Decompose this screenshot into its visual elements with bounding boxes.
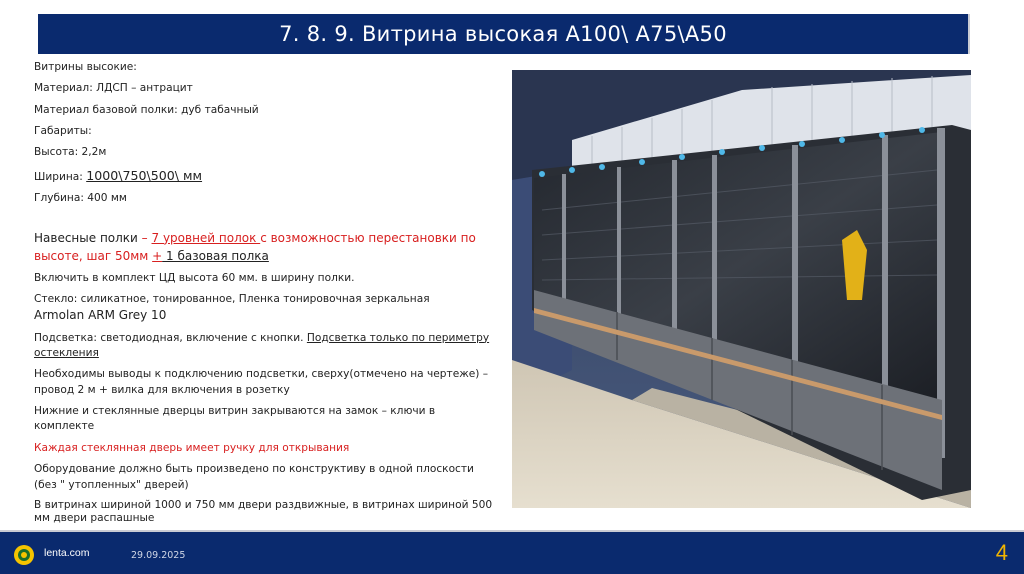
spec-heading: Витрины высокие:	[34, 61, 137, 73]
glass-line-2: Armolan ARM Grey 10	[34, 308, 167, 323]
shelves-mid: с возможностью перестановки по высоте, шаг 50мм	[34, 230, 476, 263]
lenta-sunflower-logo-icon	[13, 544, 35, 566]
width-value: 1000\750\500\ мм	[86, 167, 203, 183]
spec-lighting-kit: Включить в комплект ЦД высота 60 мм. в ширину полки.	[34, 271, 355, 284]
lighting-part-1: Подсветка: светодиодная, включение с кнопки.	[34, 331, 307, 344]
shelves-base: 1 базовая полка	[162, 248, 269, 263]
shelves-plus: +	[152, 248, 163, 263]
shelves-dash: –	[137, 230, 152, 245]
footer-site: lenta.com	[44, 547, 90, 559]
footer	[0, 530, 1024, 574]
lighting-part-2: Подсветка только по периметру остекления	[34, 331, 490, 359]
shelves-levels: 7 уровней полок	[151, 230, 261, 245]
spec-doors: В витринах шириной 1000 и 750 мм двери раздвижные, в витринах шириной 500 мм двери распашные	[34, 498, 493, 524]
spec-lighting	[34, 331, 494, 362]
spec-depth: Глубина: 400 мм	[34, 192, 127, 205]
showcase-photo-illustration	[512, 70, 971, 508]
spec-dims-label: Габариты:	[34, 125, 92, 138]
spec-width	[34, 167, 494, 185]
width-label: Ширина:	[34, 170, 87, 183]
spec-locks: Нижние и стеклянные дверцы витрин закрываются на замок – ключи в комплекте	[34, 405, 436, 433]
showcase-photo	[512, 70, 971, 508]
page-title: 7. 8. 9. Витрина высокая А100\ А75\А50	[279, 22, 727, 46]
spec-handle: Каждая стеклянная дверь имеет ручку для открывания	[34, 441, 350, 454]
title-bar	[38, 14, 970, 54]
spec-equipment: Оборудование должно быть произведено по конструктиву в одной плоскости (без " утопленных" дверей)	[34, 463, 474, 491]
spec-shelf-material: Материал базовой полки: дуб табачный	[34, 103, 259, 116]
spec-glass	[34, 292, 494, 325]
footer-date: 29.09.2025	[131, 550, 186, 561]
glass-line-1: Стекло: силикатное, тонированное, Пленка тонировочная зеркальная	[34, 292, 430, 305]
page-number: 4	[995, 540, 1008, 565]
shelves-prefix: Навесные полки	[34, 230, 138, 245]
spec-height: Высота: 2,2м	[34, 146, 107, 159]
spec-material: Материал: ЛДСП – антрацит	[34, 82, 193, 95]
spec-text	[34, 60, 494, 530]
spec-outputs: Необходимы выводы к подключению подсветки, сверху(отмечено на чертеже) – провод 2 м + вилка для включения в розетку	[34, 368, 489, 396]
spec-shelves	[34, 229, 494, 265]
